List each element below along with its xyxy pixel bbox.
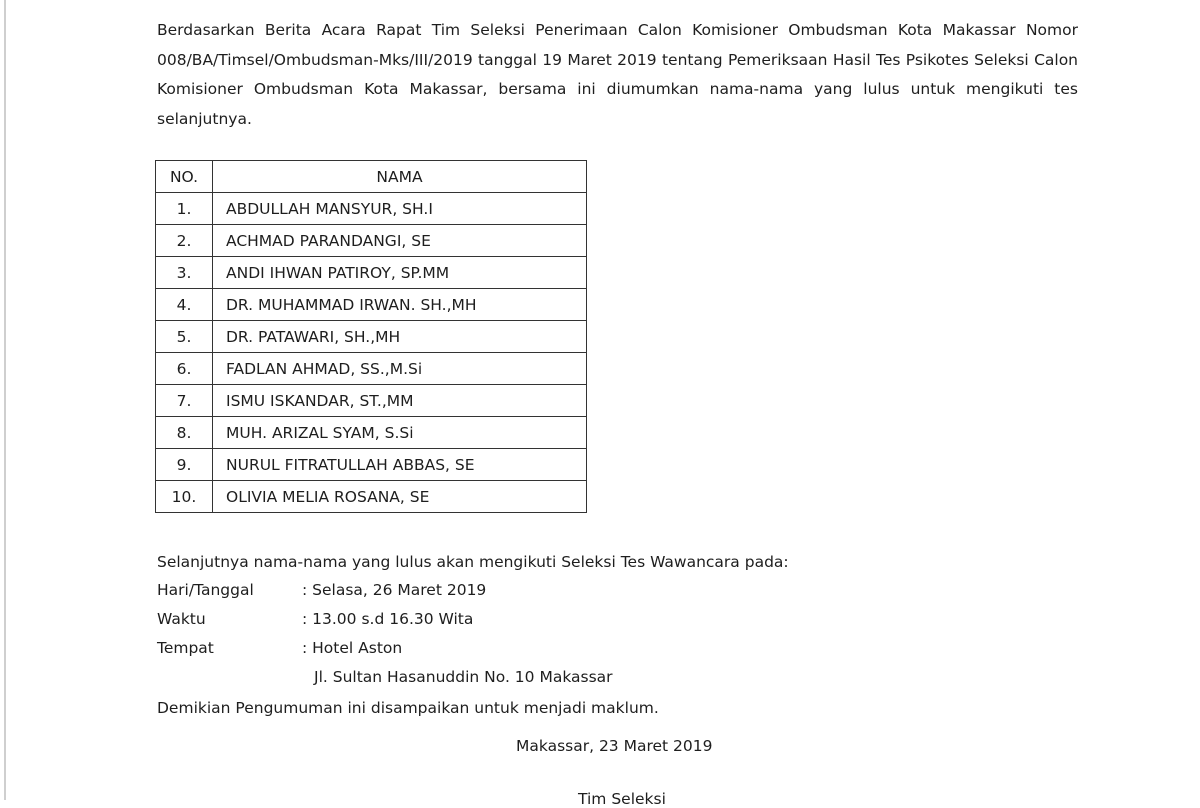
table-row [156, 321, 587, 353]
row-no: 5. [156, 321, 213, 353]
page-left-border [4, 0, 6, 800]
table-row [156, 417, 587, 449]
row-nama: OLIVIA MELIA ROSANA, SE [213, 481, 587, 513]
time-value: : 13.00 s.d 16.30 Wita [302, 610, 474, 628]
table-row [156, 353, 587, 385]
row-nama: FADLAN AHMAD, SS.,M.Si [213, 353, 587, 385]
place-label: Tempat [157, 639, 214, 657]
place-value: : Hotel Aston [302, 639, 403, 657]
next-intro: Selanjutnya nama-nama yang lulus akan mengikuti Seleksi Tes Wawancara pada: [157, 553, 789, 571]
row-nama: ANDI IHWAN PATIROY, SP.MM [213, 257, 587, 289]
row-no: 4. [156, 289, 213, 321]
row-no: 1. [156, 193, 213, 225]
row-no: 6. [156, 353, 213, 385]
row-nama: ACHMAD PARANDANGI, SE [213, 225, 587, 257]
closing: Demikian Pengumuman ini disampaikan untuk menjadi maklum. [157, 699, 659, 717]
row-no: 9. [156, 449, 213, 481]
intro-paragraph: Berdasarkan Berita Acara Rapat Tim Seleksi Penerimaan Calon Komisioner Ombudsman Kota Makassar Nomor 008/BA/Timsel/Ombudsman-Mks/III/2019 tanggal 19 Maret 2019 tentang Pemeriksaan Hasil Tes Psikotes Seleksi Calon Komisioner Ombudsman Kota Makassar, bersama ini diumumkan nama-nama yang lulus untuk mengikuti tes selanjutnya. [157, 21, 1078, 128]
row-nama: MUH. ARIZAL SYAM, S.Si [213, 417, 587, 449]
row-nama: DR. MUHAMMAD IRWAN. SH.,MH [213, 289, 587, 321]
row-nama: ISMU ISKANDAR, ST.,MM [213, 385, 587, 417]
candidates-table [155, 160, 587, 513]
row-no: 8. [156, 417, 213, 449]
table-row [156, 385, 587, 417]
row-nama: ABDULLAH MANSYUR, SH.I [213, 193, 587, 225]
place-date: Makassar, 23 Maret 2019 [516, 737, 713, 755]
table-row [156, 289, 587, 321]
table-row [156, 449, 587, 481]
table-header-row [156, 161, 587, 193]
table-row [156, 193, 587, 225]
row-no: 10. [156, 481, 213, 513]
row-no: 3. [156, 257, 213, 289]
table-row [156, 225, 587, 257]
table-row [156, 481, 587, 513]
header-nama: NAMA [213, 161, 587, 193]
table-row [156, 257, 587, 289]
row-no: 7. [156, 385, 213, 417]
row-nama: NURUL FITRATULLAH ABBAS, SE [213, 449, 587, 481]
header-no: NO. [156, 161, 213, 193]
signature-title: Tim Seleksi [578, 790, 666, 808]
row-no: 2. [156, 225, 213, 257]
time-label: Waktu [157, 610, 206, 628]
address: Jl. Sultan Hasanuddin No. 10 Makassar [314, 668, 613, 686]
day-label: Hari/Tanggal [157, 581, 254, 599]
day-value: : Selasa, 26 Maret 2019 [302, 581, 487, 599]
row-nama: DR. PATAWARI, SH.,MH [213, 321, 587, 353]
